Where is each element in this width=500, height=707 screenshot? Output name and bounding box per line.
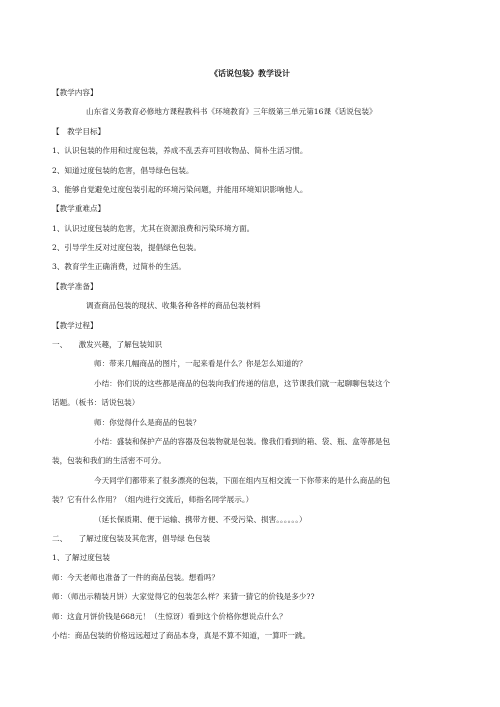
list-item: 1、认识过度包装的危害，尤其在资源浪费和污染环境方面。 [52,224,255,233]
list-item: 2、引导学生反对过度包装，提倡绿色包装。 [52,243,202,252]
paragraph: 小结：商品包装的价格远远超过了商品本身，真是不算不知道，一算吓一跳。 [52,631,311,640]
paragraph: 师：（师出示精装月饼）大家觉得它的包装怎么样？来猜一猜它的价钱是多少?? [52,592,315,601]
subsection-item: 1、了解过度包装 [52,553,110,562]
list-item: 3、能够自觉避免过度包装引起的环境污染问题，并能用环境知识影响他人。 [52,185,308,194]
list-item: 2、知道过度包装的危害，倡导绿色包装。 [52,166,194,175]
paragraph: 小结：你们说的这些都是商品的包装向我们传递的信息，这节课我们就一起聊聊包装这个 [94,379,391,388]
paragraph: 小结：盛装和保护产品的容器及包装物就是包装。像我们看到的箱、袋、瓶、盒等都是包 [94,437,391,446]
paragraph: 师：你觉得什么是商品的包装？ [94,418,201,427]
subsection-heading: 一、 激发兴趣，了解包装知识 [52,340,163,349]
section-heading-preparation: 【教学准备】 [52,282,98,291]
paragraph: （延长保质期、便于运输、携带方便、不受污染、损害。。。。。。） [94,515,307,524]
list-item: 1、认识包装的作用和过度包装，养成不乱丢弃可回收物品、简朴生活习惯。 [52,146,308,155]
paragraph: 山东省义务教育必修地方课程教科书《环境教育》三年级第三单元第16课《话说包装》 [86,107,377,116]
paragraph: 师：这盒月饼价钱是668元！（生惊讶）看到这个价格你想说点什么？ [52,612,287,621]
section-heading-goals: 【 教学目标】 [52,127,106,136]
paragraph: 调查商品包装的现状、收集各种各样的商品包装材料 [86,301,261,310]
section-heading-content: 【教学内容】 [52,88,98,97]
document-title: 《话说包装》教学设计 [210,68,290,78]
section-heading-keypoints: 【教学重难点】 [52,204,106,213]
paragraph-continuation: 话题。（板书：话说包装） [52,398,140,407]
section-heading-process: 【教学过程】 [52,321,98,330]
paragraph-continuation: 装，包装和我们的生活密不可分。 [52,456,166,465]
paragraph: 今天同学们都带来了很多漂亮的包装，下面在组内互相交流一下你带来的是什么商品的包 [94,476,391,485]
paragraph: 师：今天老师也准备了一件的商品包装。想看吗？ [52,573,220,582]
list-item: 3、教育学生正确消费，过简朴的生活。 [52,262,186,271]
subsection-heading: 二、 了解过度包装及其危害，倡导绿 色包装 [52,534,211,543]
paragraph: 师：带来几幅商品的图片，一起来看是什么？你是怎么知道的？ [94,359,307,368]
paragraph-continuation: 装？它有什么作用？（组内进行交流后，师指名同学展示。） [52,495,254,504]
